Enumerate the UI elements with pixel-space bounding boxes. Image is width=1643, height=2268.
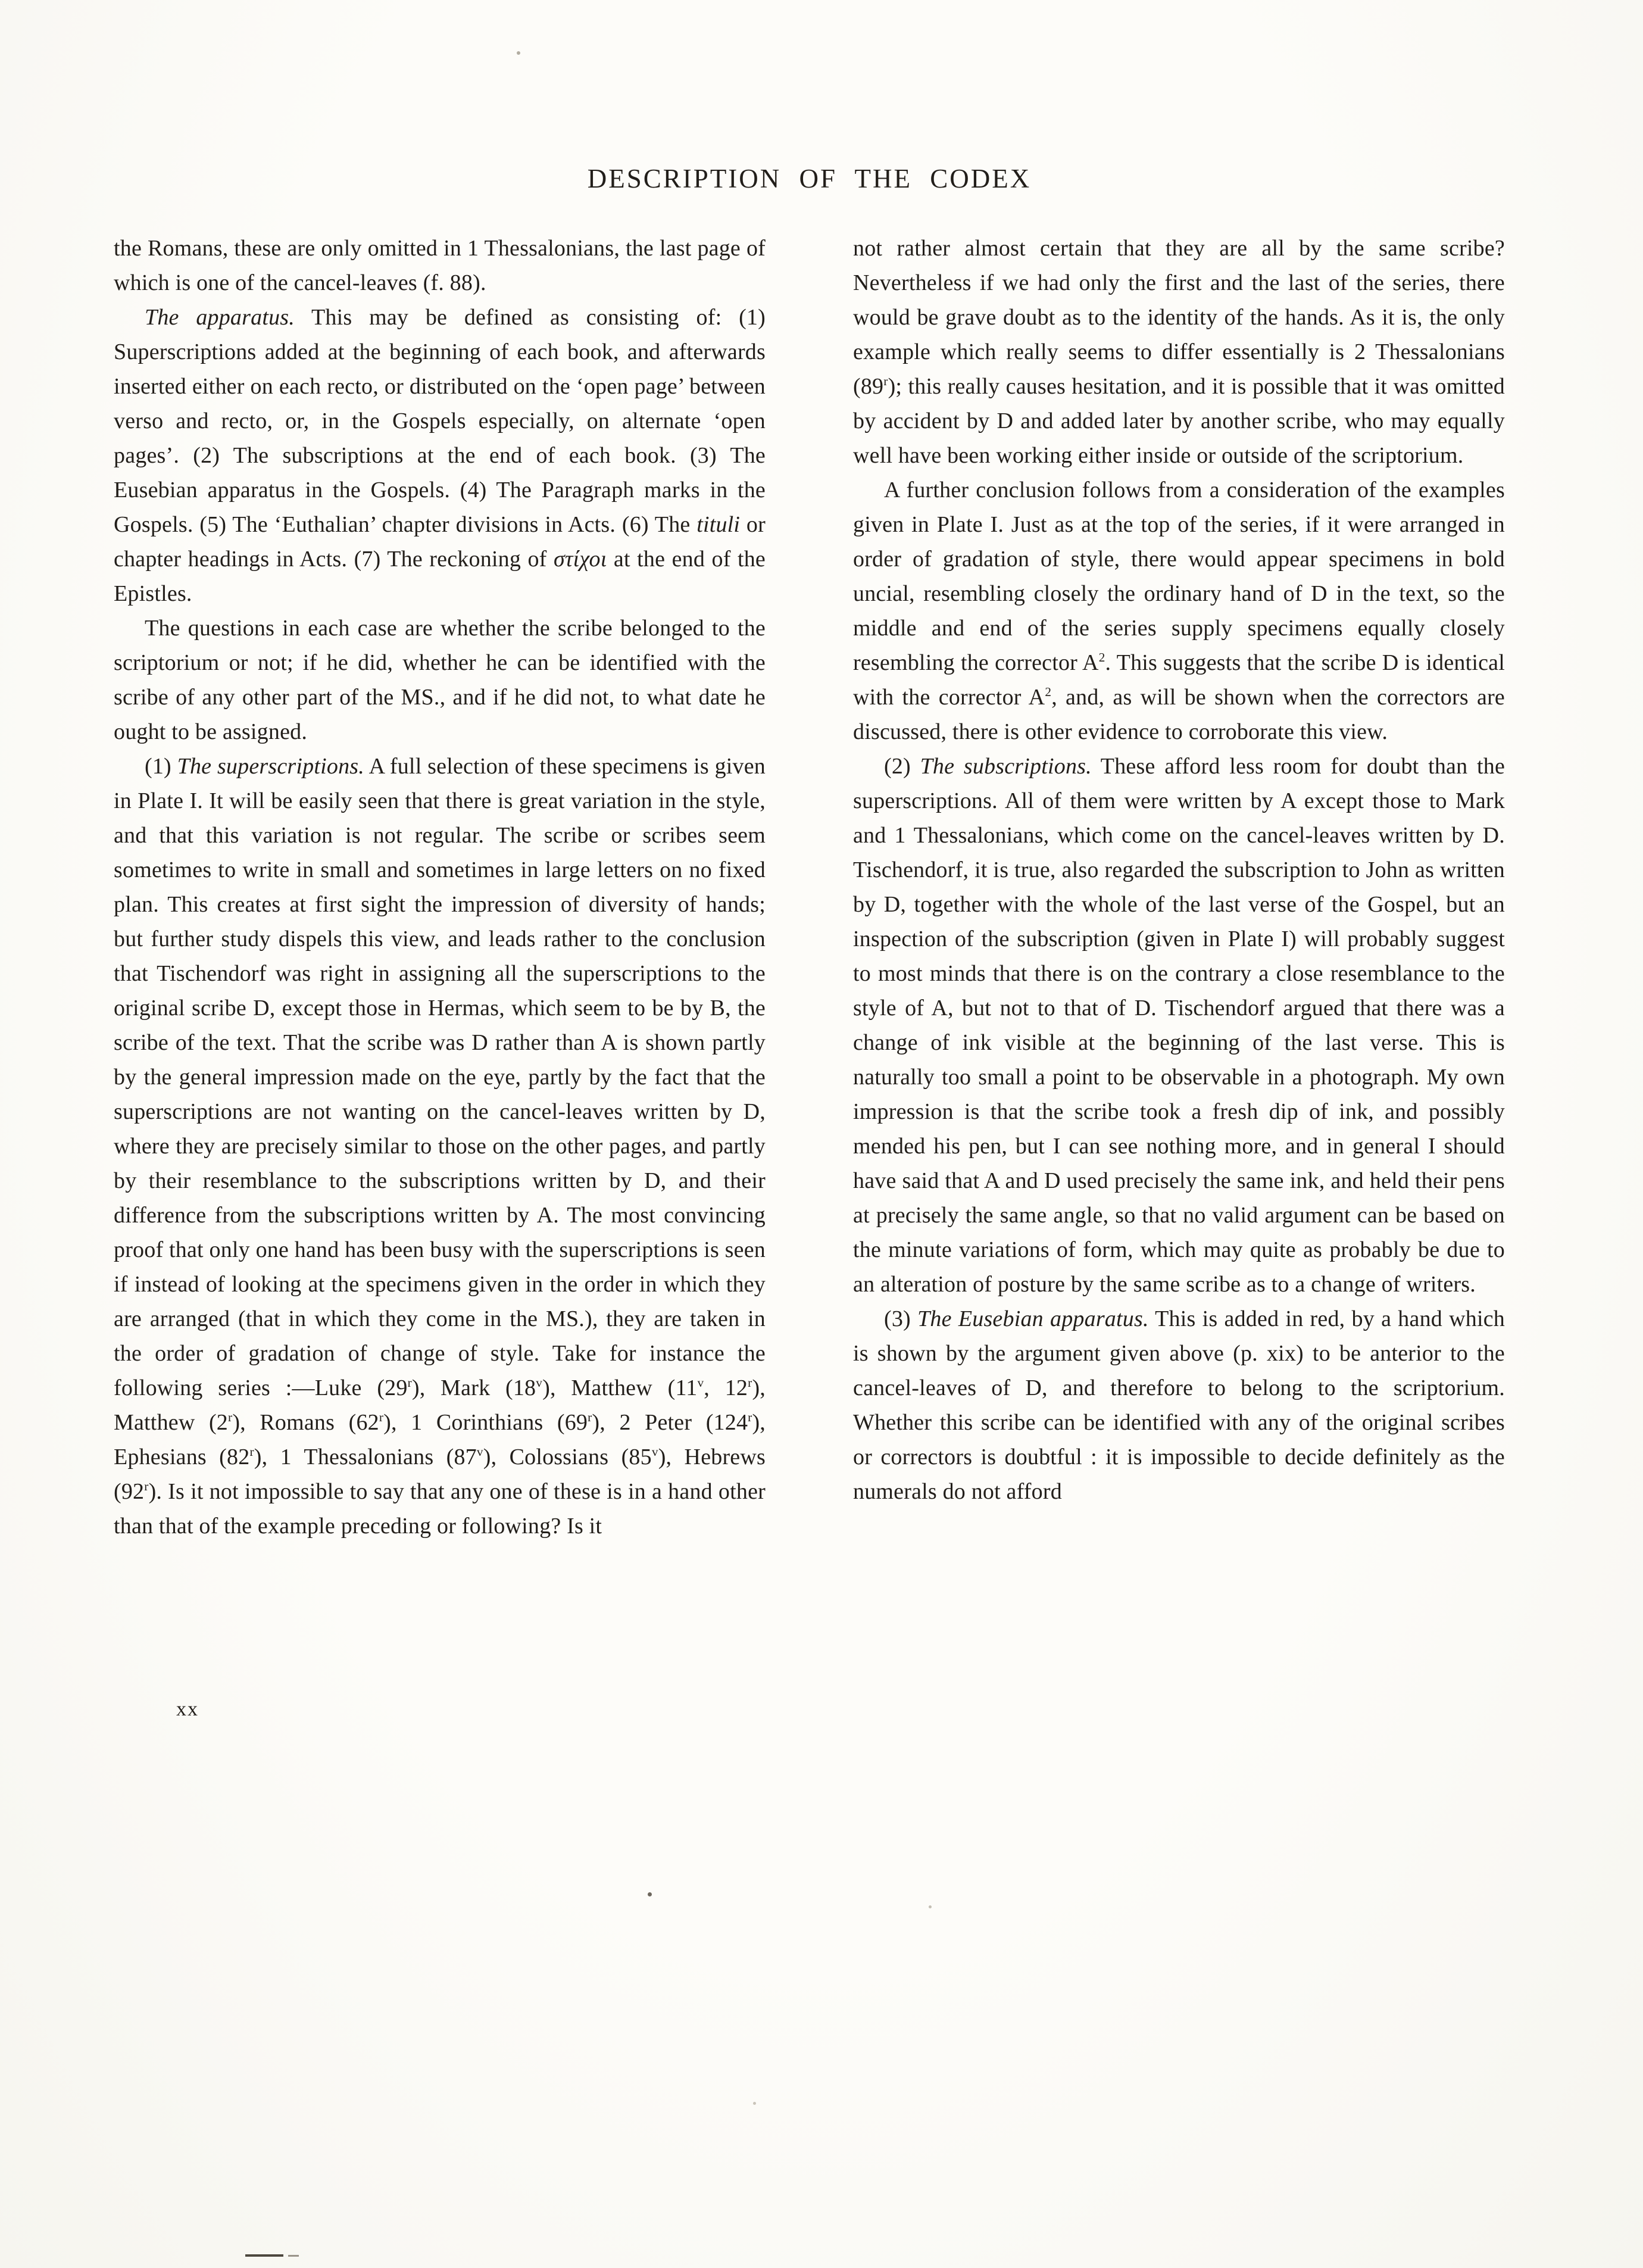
paragraph (114, 231, 766, 300)
folio-superscript: v (476, 1445, 483, 1459)
folio-superscript: r (748, 1410, 752, 1424)
text-run: These afford less room for doubt than the superscriptions. All of them were written by A except those to Mark and 1 Thessalonians, which come on the cancel-leaves written by D. Tischendorf, it is true, also regarded the subscription to John as written by D, together with the whole of the last verse of the Gospel, but an inspection of the subscription (given in Plate I) will probably suggest to most minds that there is on the contrary a close resemblance to the style of A, but not to that of D. Tischendorf argued that there was a change of ink visible at the beginning of the last verse. This is naturally too small a point to be observable in a photograph. My own impression is that the scribe took a fresh dip of ink, and possibly mended his pen, but I can see nothing more, and in general I should have said that A and D used precisely the same ink, and held their pens at precisely the same angle, so that no valid argument can be based on the minute variations of form, which may quite as probably be due to an alteration of posture by the same scribe as to a change of writers. (853, 754, 1505, 1297)
italic-text-run: The apparatus. (145, 305, 295, 330)
paragraph (114, 611, 766, 749)
folio-superscript: r (588, 1410, 592, 1424)
folio-superscript: r (748, 1375, 752, 1390)
paragraph (114, 300, 766, 611)
text-columns (114, 231, 1505, 1543)
italic-text-run: The Eusebian apparatus. (917, 1306, 1149, 1331)
scan-dash-tail-artifact (288, 2255, 299, 2257)
text-run: at the end of the Epistles. (114, 547, 766, 606)
text-run: ), 1 Corinthians (69 (383, 1410, 588, 1435)
italic-text-run: tituli (696, 512, 741, 537)
text-run: ), Hebrews (92 (114, 1445, 766, 1504)
scan-speck (753, 2102, 756, 2105)
text-run: not rather almost certain that they are all by the same scribe? Nevertheless if we had only the first and the last of the series, there would be grave doubt as to the identity of the hands. As it is, the only example which really seems to differ essentially is 2 Thessalonians (89 (853, 236, 1505, 399)
folio-superscript: v (536, 1375, 543, 1390)
page-title: DESCRIPTION OF THE CODEX (587, 164, 1032, 194)
italic-text-run: στίχοι (553, 547, 607, 572)
text-run: ), Matthew (11 (542, 1375, 698, 1400)
folio-superscript: 2 (1098, 650, 1105, 665)
folio-superscript: v (697, 1375, 704, 1390)
text-run: or chapter headings in Acts. (7) The reckoning of (114, 512, 766, 572)
text-run: , and, as will be shown when the correctors are discussed, there is other evidence to corroborate this view. (853, 685, 1505, 744)
italic-text-run: The subscriptions. (920, 754, 1092, 779)
scan-dash-artifact (245, 2254, 283, 2257)
text-run: A full selection of these specimens is given in Plate I. It will be easily seen that there is great variation in the style, and that this variation is not regular. The scribe or scribes seem sometimes to write in small and sometimes in large letters on no fixed plan. This creates at first sight the impression of diversity of hands; but further study dispels this view, and leads rather to the conclusion that Tischendorf was right in assigning all the superscriptions to the original scribe D, except those in Hermas, which seem to be by B, the scribe of the text. That the scribe was D rather than A is shown partly by the general impression made on the eye, partly by the fact that the superscriptions are not wanting on the cancel-leaves written by D, where they are precisely similar to those on the other pages, and partly by their resemblance to the subscriptions written by D, and their difference from the subscriptions written by A. The most convincing proof that only one hand has been busy with the superscriptions is seen if instead of looking at the specimens given in the order in which they are arranged (that in which they come in the MS.), they are taken in the order of gradation of change of style. Take for instance the following series :—Luke (29 (114, 754, 766, 1400)
folio-superscript: r (144, 1479, 149, 1493)
text-run: ), 1 Thessalonians (87 (254, 1445, 477, 1470)
text-run: This is added in red, by a hand which is shown by the argument given above (p. xix) to be anterior to the cancel-leaves of D, and therefore to belong to the scriptorium. Whether this scribe can be identified with any of the original scribes or correctors is doubtful : it is impossible to decide definitely as the numerals do not afford (853, 1306, 1505, 1504)
column-left (114, 231, 766, 1543)
text-run: , 12 (704, 1375, 748, 1400)
scan-speck (517, 51, 520, 55)
text-run: (2) (884, 754, 920, 779)
text-run: A further conclusion follows from a consideration of the examples given in Plate I. Just as at the top of the series, if it were arranged in order of gradation of style, there would appear specimens in bold uncial, resembling closely the ordinary hand of D in the text, so the middle and end of the series supply specimens equally closely resembling the corrector A (853, 478, 1505, 675)
folio-superscript: 2 (1045, 685, 1052, 699)
folio-superscript: v (651, 1445, 658, 1459)
scan-speck (929, 1905, 932, 1908)
page-signature: xx (176, 1698, 199, 1720)
text-run: (3) (884, 1306, 918, 1331)
text-run: ), Mark (18 (411, 1375, 536, 1400)
paragraph (853, 473, 1505, 749)
text-run: This may be defined as consisting of: (1) Superscriptions added at the beginning of each book, and afterwards inserted either on each recto, or distributed on the ‘open page’ between verso and recto, or, in the Gospels especially, on alternate ‘open pages’. (2) The subscriptions at the end of each book. (3) The Eusebian apparatus in the Gospels. (4) The Paragraph marks in the Gospels. (5) The ‘Euthalian’ chapter divisions in Acts. (6) The (114, 305, 766, 537)
text-run: The questions in each case are whether the scribe belonged to the scriptorium or not; if he did, whether he can be identified with the scribe of any other part of the MS., and if he did not, to what date he ought to be assigned. (114, 616, 766, 744)
folio-superscript: r (379, 1410, 384, 1424)
folio-superscript: r (407, 1375, 412, 1390)
paragraph (853, 231, 1505, 473)
column-right (853, 231, 1505, 1543)
text-run: (1) (145, 754, 177, 779)
text-run: ), Colossians (85 (483, 1445, 652, 1470)
text-run: ), Romans (62 (232, 1410, 379, 1435)
text-run: ), 2 Peter (124 (592, 1410, 748, 1435)
italic-text-run: The superscriptions. (177, 754, 364, 779)
text-run: ); this really causes hesitation, and it is possible that it was omitted by accident by D and added later by another scribe, who may equally well have been working either inside or outside of the scriptorium. (853, 374, 1505, 468)
text-run: the Romans, these are only omitted in 1 Thessalonians, the last page of which is one of the cancel-leaves (f. 88). (114, 236, 766, 295)
folio-superscript: r (883, 374, 888, 388)
text-run: ), Matthew (2 (114, 1375, 766, 1435)
text-run: ), Ephesians (82 (114, 1410, 766, 1470)
paragraph (114, 749, 766, 1543)
paragraph (853, 749, 1505, 1302)
scan-speck (648, 1892, 652, 1896)
folio-superscript: r (228, 1410, 233, 1424)
text-run: . This suggests that the scribe D is identical with the corrector A (853, 650, 1505, 710)
paragraph (853, 1302, 1505, 1509)
text-run: ). Is it not impossible to say that any one of these is in a hand other than that of the example preceding or following? Is it (114, 1479, 766, 1539)
folio-superscript: r (249, 1445, 254, 1459)
